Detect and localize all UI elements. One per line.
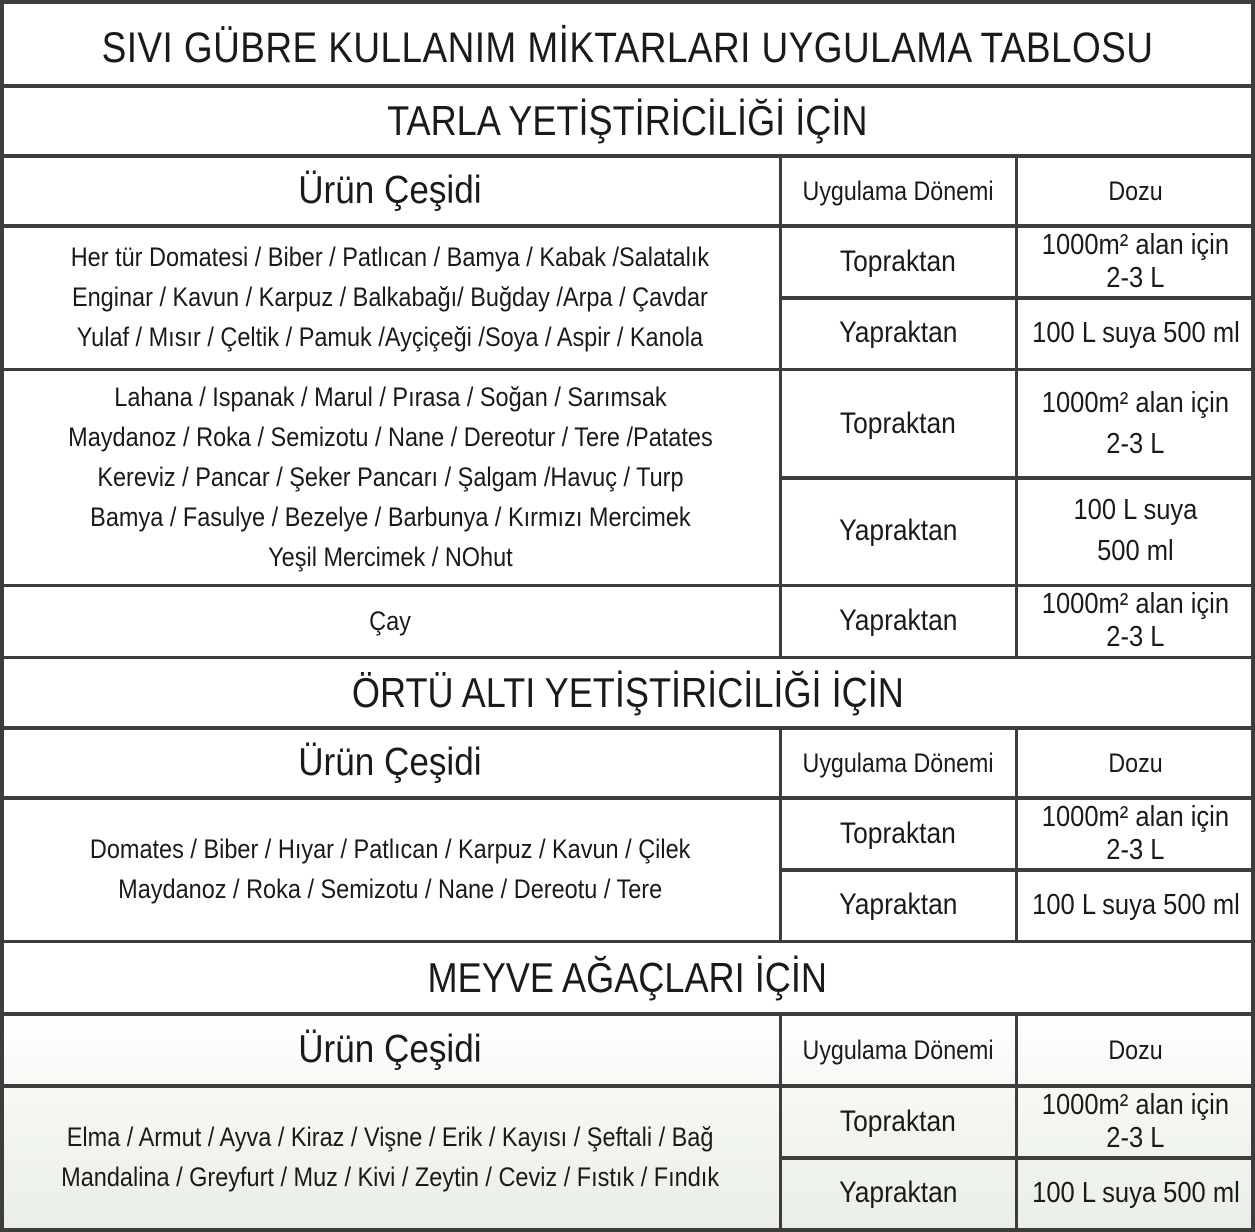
application-method-text: Yapraktan bbox=[838, 604, 958, 637]
dose-value bbox=[1016, 370, 1255, 478]
dose-value bbox=[1016, 1086, 1255, 1158]
dose-value-line: 500 ml bbox=[1097, 535, 1174, 567]
application-method bbox=[780, 1158, 1016, 1228]
header-period-text: Uygulama Dönemi bbox=[802, 747, 994, 778]
group-divider bbox=[0, 1228, 1255, 1231]
product-list-line: Elma / Armut / Ayva / Kiraz / Vişne / Erik / Kayısı / Şeftali / Bağ bbox=[66, 1122, 714, 1152]
header-dose-text: Dozu bbox=[1108, 747, 1163, 778]
column-divider bbox=[779, 156, 782, 656]
dose-value-line: 1000m² alan için bbox=[1041, 801, 1230, 833]
column-divider bbox=[1015, 1014, 1018, 1228]
product-list-line: Domates / Biber / Hıyar / Patlıcan / Karpuz / Kavun / Çilek bbox=[89, 834, 691, 864]
application-method bbox=[780, 1086, 1016, 1158]
frame-top bbox=[0, 0, 1255, 4]
application-method-text: Yapraktan bbox=[838, 514, 958, 547]
header-product bbox=[0, 156, 780, 226]
section-title-2-text: MEYVE AĞAÇLARI İÇİN bbox=[427, 954, 828, 1001]
column-divider bbox=[779, 1014, 782, 1228]
application-method bbox=[780, 226, 1016, 298]
header-period bbox=[780, 1014, 1016, 1086]
application-method bbox=[780, 798, 1016, 870]
dose-value bbox=[1016, 586, 1255, 656]
product-list-line: Yeşil Mercimek / NOhut bbox=[267, 542, 513, 572]
product-list bbox=[0, 798, 780, 940]
application-method-text: Yapraktan bbox=[838, 316, 958, 349]
column-divider bbox=[1015, 156, 1018, 656]
table-title bbox=[0, 12, 1255, 84]
application-method-text: Topraktan bbox=[840, 407, 956, 440]
product-list-line: Kereviz / Pancar / Şeker Pancarı / Şalgam /Havuç / Turp bbox=[96, 462, 684, 492]
application-method-text: Topraktan bbox=[840, 1105, 956, 1138]
dose-value-line: 2-3 L bbox=[1106, 262, 1165, 294]
product-list-line: Mandalina / Greyfurt / Muz / Kivi / Zeytin / Ceviz / Fıstık / Fındık bbox=[61, 1162, 719, 1192]
application-method bbox=[780, 298, 1016, 368]
header-product-text: Ürün Çeşidi bbox=[298, 741, 482, 784]
product-list-line: Çay bbox=[369, 606, 411, 636]
header-product bbox=[0, 728, 780, 798]
section-title-0 bbox=[0, 86, 1255, 156]
application-method bbox=[780, 870, 1016, 940]
dose-value-line: 100 L suya 500 ml bbox=[1031, 316, 1240, 349]
column-divider bbox=[779, 728, 782, 940]
product-list-line: Lahana / Ispanak / Marul / Pırasa / Soğan / Sarımsak bbox=[113, 382, 667, 412]
product-list-line: Yulaf / Mısır / Çeltik / Pamuk /Ayçiçeği /Soya / Aspir / Kanola bbox=[76, 322, 704, 352]
header-period bbox=[780, 728, 1016, 798]
dose-value-line: 1000m² alan için bbox=[1041, 387, 1230, 419]
dose-value bbox=[1016, 798, 1255, 870]
section-title-1 bbox=[0, 658, 1255, 728]
header-product-text: Ürün Çeşidi bbox=[298, 169, 482, 212]
application-method bbox=[780, 478, 1016, 584]
product-list-line: Her tür Domatesi / Biber / Patlıcan / Bamya / Kabak /Salatalık bbox=[70, 242, 710, 272]
application-method-text: Topraktan bbox=[840, 245, 956, 278]
header-dose bbox=[1016, 728, 1255, 798]
dose-value-line: 100 L suya bbox=[1073, 494, 1198, 526]
dose-value-line: 2-3 L bbox=[1106, 621, 1165, 653]
product-list bbox=[0, 586, 780, 656]
section-title-2 bbox=[0, 942, 1255, 1014]
header-period-text: Uygulama Dönemi bbox=[802, 175, 994, 206]
dose-value bbox=[1016, 226, 1255, 298]
product-list-line: Bamya / Fasulye / Bezelye / Barbunya / Kırmızı Mercimek bbox=[89, 502, 691, 532]
header-product bbox=[0, 1014, 780, 1086]
product-list-line: Maydanoz / Roka / Semizotu / Nane / Dereotur / Tere /Patates bbox=[67, 422, 713, 452]
dose-value bbox=[1016, 298, 1255, 368]
dose-value-line: 100 L suya 500 ml bbox=[1031, 1176, 1240, 1209]
application-method-text: Topraktan bbox=[840, 817, 956, 850]
product-list-line: Maydanoz / Roka / Semizotu / Nane / Dereotu / Tere bbox=[117, 874, 663, 904]
dose-value-line: 2-3 L bbox=[1106, 834, 1165, 866]
header-dose bbox=[1016, 1014, 1255, 1086]
header-dose-text: Dozu bbox=[1108, 1034, 1163, 1065]
dose-value bbox=[1016, 870, 1255, 940]
table-title-text: SIVI GÜBRE KULLANIM MİKTARLARI UYGULAMA TABLOSU bbox=[101, 23, 1154, 72]
header-dose-text: Dozu bbox=[1108, 175, 1163, 206]
section-title-0-text: TARLA YETİŞTİRİCİLİĞİ İÇİN bbox=[387, 97, 868, 144]
column-divider bbox=[1015, 728, 1018, 940]
dose-value-line: 1000m² alan için bbox=[1041, 229, 1230, 261]
product-list bbox=[0, 370, 780, 584]
header-product-text: Ürün Çeşidi bbox=[298, 1028, 482, 1071]
dose-value-line: 1000m² alan için bbox=[1041, 1089, 1230, 1121]
header-period bbox=[780, 156, 1016, 226]
dose-value-line: 1000m² alan için bbox=[1041, 588, 1230, 620]
product-list bbox=[0, 226, 780, 368]
application-method-text: Yapraktan bbox=[838, 1176, 958, 1209]
dose-value-line: 100 L suya 500 ml bbox=[1031, 888, 1240, 921]
header-dose bbox=[1016, 156, 1255, 226]
application-method-text: Yapraktan bbox=[838, 888, 958, 921]
header-period-text: Uygulama Dönemi bbox=[802, 1034, 994, 1065]
application-method bbox=[780, 370, 1016, 478]
product-list-line: Enginar / Kavun / Karpuz / Balkabağı/ Buğday /Arpa / Çavdar bbox=[72, 282, 708, 312]
dose-value bbox=[1016, 478, 1255, 584]
product-list bbox=[0, 1086, 780, 1228]
dose-value-line: 2-3 L bbox=[1106, 1122, 1165, 1154]
dose-value-line: 2-3 L bbox=[1106, 428, 1165, 460]
section-title-1-text: ÖRTÜ ALTI YETİŞTİRİCİLİĞİ İÇİN bbox=[351, 669, 904, 716]
dose-value bbox=[1016, 1158, 1255, 1228]
application-method bbox=[780, 586, 1016, 656]
